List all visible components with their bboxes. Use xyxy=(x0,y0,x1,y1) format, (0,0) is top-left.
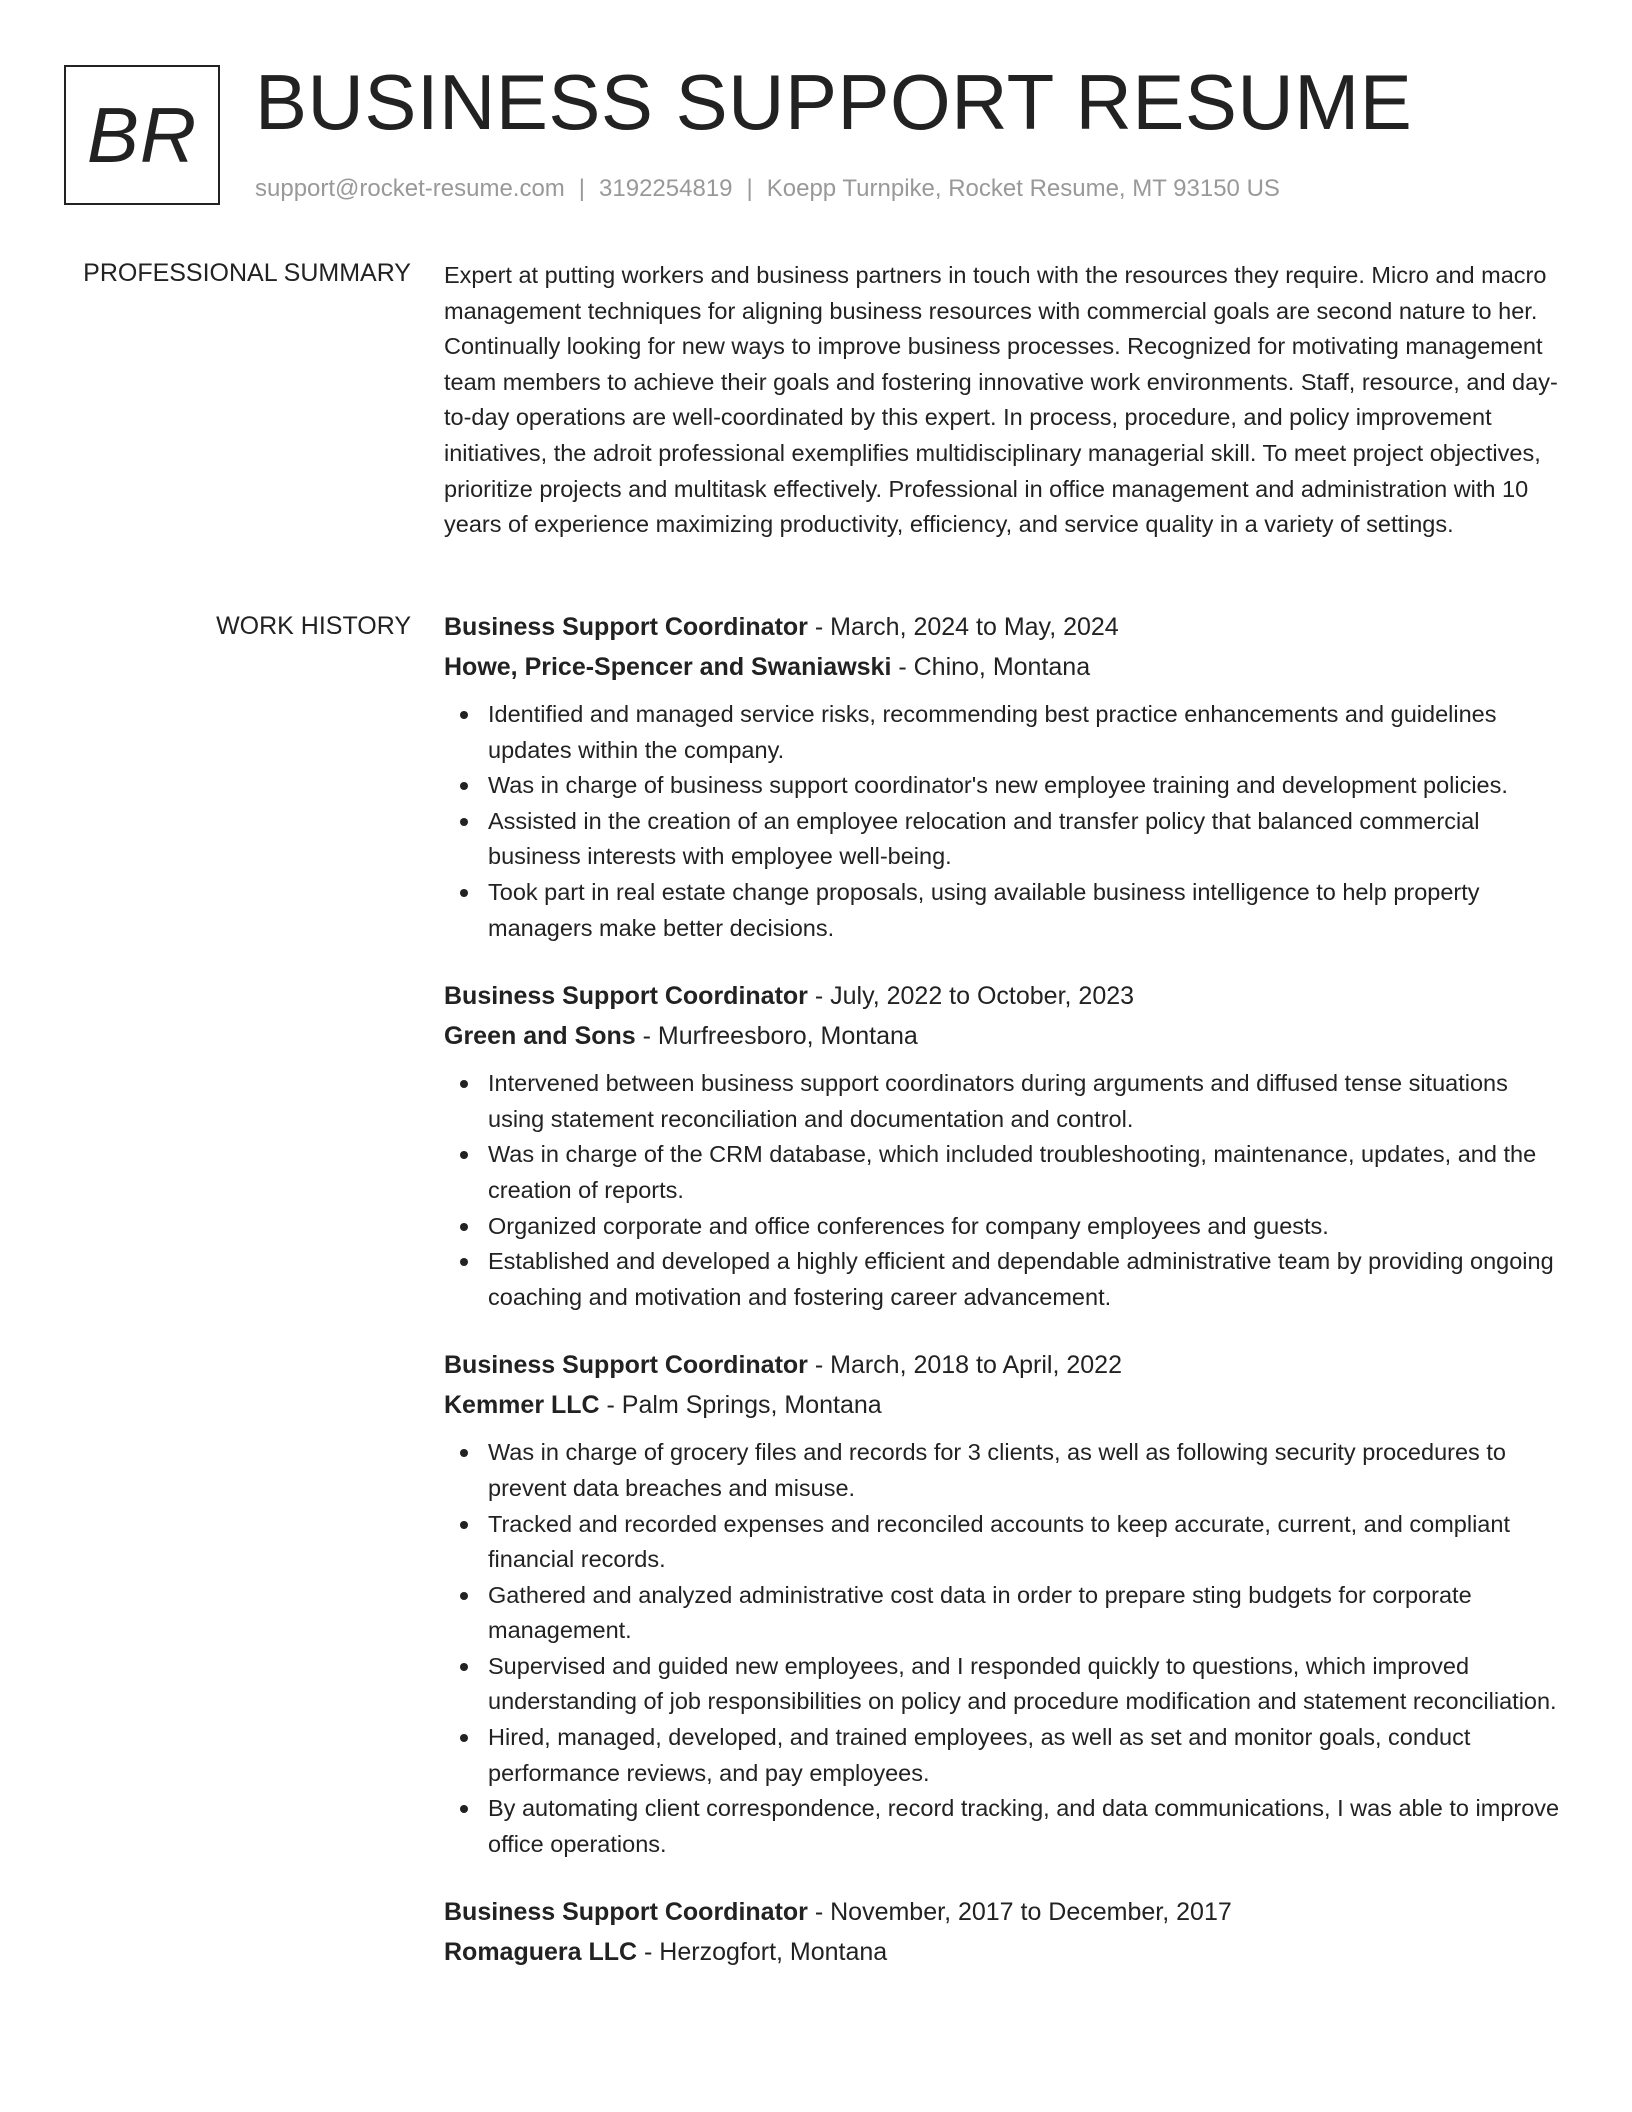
contact-address: Koepp Turnpike, Rocket Resume, MT 93150 US xyxy=(766,175,1280,202)
summary-body xyxy=(444,258,1566,543)
job-bullet: By automating client correspondence, record tracking, and data communications, I was able to improve office operations. xyxy=(488,1791,1566,1862)
job-company-line xyxy=(444,1016,1566,1056)
job-bullet: Hired, managed, developed, and trained employees, as well as set and monitor goals, conduct performance reviews, and pay employees. xyxy=(488,1720,1566,1791)
job-bullet: Was in charge of the CRM database, which included troubleshooting, maintenance, updates, and the creation of reports. xyxy=(488,1137,1566,1208)
job-bullet: Was in charge of business support coordinator's new employee training and development policies. xyxy=(488,768,1566,804)
job-company: Green and Sons xyxy=(444,1022,636,1051)
job-entry xyxy=(444,1345,1566,1862)
contact-email: support@rocket-resume.com xyxy=(255,175,565,202)
job-location: - Chino, Montana xyxy=(891,653,1091,681)
job-entry xyxy=(444,976,1566,1315)
job-title-line xyxy=(444,1345,1566,1385)
job-bullet-list xyxy=(444,1435,1566,1862)
resume-title: BUSINESS SUPPORT RESUME xyxy=(255,58,1413,146)
job-company-line xyxy=(444,647,1566,687)
job-bullet: Assisted in the creation of an employee relocation and transfer policy that balanced commercial business interests with employee well-being. xyxy=(488,804,1566,875)
job-company-line xyxy=(444,1385,1566,1425)
job-company-line xyxy=(444,1932,1566,1972)
job-bullet: Organized corporate and office conferences for company employees and guests. xyxy=(488,1209,1566,1245)
job-bullet: Took part in real estate change proposals, using available business intelligence to help property managers make better decisions. xyxy=(488,875,1566,946)
job-location: - Murfreesboro, Montana xyxy=(635,1022,918,1051)
job-bullet-list xyxy=(444,697,1566,946)
contact-phone: 3192254819 xyxy=(599,175,733,202)
job-dates: - November, 2017 to December, 2017 xyxy=(807,1898,1232,1927)
job-dates: - March, 2024 to May, 2024 xyxy=(807,613,1119,641)
job-dates: - March, 2018 to April, 2022 xyxy=(807,1351,1122,1380)
contact-separator: | xyxy=(578,175,586,202)
job-title-line xyxy=(444,607,1566,647)
contact-separator: | xyxy=(746,175,753,202)
job-company: Kemmer LLC xyxy=(444,1391,600,1420)
job-dates: - July, 2022 to October, 2023 xyxy=(807,982,1135,1011)
job-company: Romaguera LLC xyxy=(444,1938,638,1967)
job-location: - Herzogfort, Montana xyxy=(637,1938,888,1967)
job-bullet: Supervised and guided new employees, and I responded quickly to questions, which improved understanding of job responsibilities on policy and procedure modification and statement reconciliation. xyxy=(488,1649,1566,1720)
summary-text: Expert at putting workers and business partners in touch with the resources they require. Micro and macro management techniques for aligning business resources with commercial goals are second nature to her. Continually looking for new ways to improve business processes. Recognized for motivating management team members to achieve their goals and fostering innovative work environments. Staff, resource, and day-to-day operations are well-coordinated by this expert. In process, procedure, and policy improvement initiatives, the adroit professional exemplifies multidisciplinary managerial skill. To meet project objectives, prioritize projects and multitask effectively. Professional in office management and administration with 10 years of experience maximizing productivity, efficiency, and service quality in a variety of settings. xyxy=(444,262,1558,538)
job-title: Business Support Coordinator xyxy=(444,613,808,641)
job-location: - Palm Springs, Montana xyxy=(599,1391,882,1420)
job-company: Howe, Price-Spencer and Swaniawski xyxy=(444,653,892,681)
job-entry xyxy=(444,1892,1566,1972)
job-bullet: Gathered and analyzed administrative cost data in order to prepare sting budgets for corporate management. xyxy=(488,1578,1566,1649)
job-title: Business Support Coordinator xyxy=(444,1351,808,1380)
job-title-line xyxy=(444,976,1566,1016)
monogram-initials: BR xyxy=(86,90,198,179)
job-bullet: Intervened between business support coordinators during arguments and diffused tense situations using statement reconciliation and documentation and control. xyxy=(488,1066,1566,1137)
job-bullet-list xyxy=(444,1066,1566,1315)
work-history-body xyxy=(444,607,1566,2002)
job-title: Business Support Coordinator xyxy=(444,1898,808,1927)
monogram-logo xyxy=(64,65,220,205)
job-bullet: Was in charge of grocery files and records for 3 clients, as well as following security procedures to prevent data breaches and misuse. xyxy=(488,1435,1566,1506)
job-title-line xyxy=(444,1892,1566,1932)
job-bullet: Identified and managed service risks, recommending best practice enhancements and guidelines updates within the company. xyxy=(488,697,1566,768)
job-entry xyxy=(444,607,1566,946)
section-label-work-history: WORK HISTORY xyxy=(216,612,411,640)
contact-line xyxy=(255,174,1280,204)
section-label-summary: PROFESSIONAL SUMMARY xyxy=(83,259,411,287)
job-bullet: Established and developed a highly efficient and dependable administrative team by providing ongoing coaching and motivation and fostering career advancement. xyxy=(488,1244,1566,1315)
job-bullet: Tracked and recorded expenses and reconciled accounts to keep accurate, current, and compliant financial records. xyxy=(488,1507,1566,1578)
job-title: Business Support Coordinator xyxy=(444,982,808,1011)
